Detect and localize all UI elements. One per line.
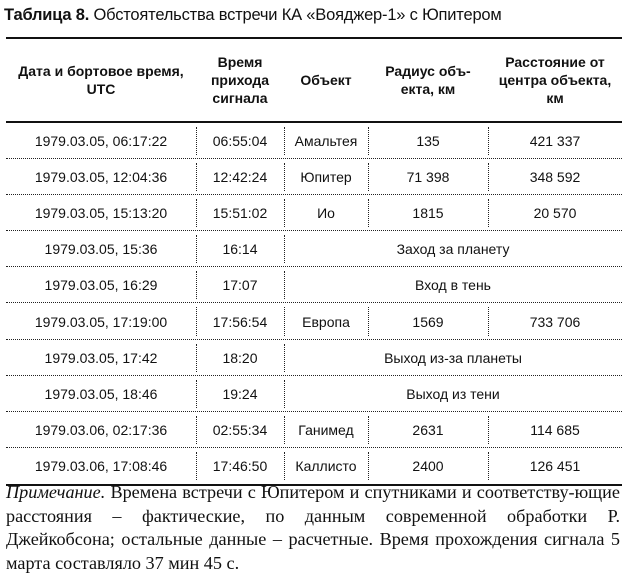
caption-label: Таблица 8.	[4, 6, 90, 24]
cell-datetime: 1979.03.05, 12:04:36	[34, 169, 168, 186]
table-caption	[4, 6, 502, 25]
cell-event: Заход за планету	[284, 231, 622, 267]
cell-signal-time: 18:20	[196, 340, 284, 376]
cell-datetime: 1979.03.05, 15:36	[44, 241, 158, 258]
cell-event: Выход из тени	[284, 376, 622, 412]
cell-radius: 2400	[368, 448, 488, 484]
table-header	[6, 37, 622, 123]
header-object: Объект	[300, 72, 352, 88]
cell-datetime: 1979.03.05, 17:42	[44, 349, 158, 366]
cell-object: Европа	[284, 303, 368, 339]
caption-text: Обстоятельства встречи КА «Вояджер-1» с Юпитером	[93, 6, 502, 24]
cell-distance: 114 685	[488, 412, 622, 448]
cell-signal-time: 02:55:34	[196, 412, 284, 448]
cell-radius: 71 398	[368, 159, 488, 195]
cell-datetime: 1979.03.05, 17:19:00	[34, 313, 168, 330]
header-distance: Расстояние от центра объекта, км	[498, 54, 612, 106]
cell-signal-time: 06:55:04	[196, 123, 284, 159]
cell-distance: 20 570	[488, 195, 622, 231]
cell-datetime: 1979.03.05, 16:29	[44, 277, 158, 294]
cell-signal-time: 15:51:02	[196, 195, 284, 231]
cell-datetime: 1979.03.06, 02:17:36	[34, 421, 168, 438]
cell-distance: 348 592	[488, 159, 622, 195]
table-row	[6, 376, 622, 412]
table-row	[6, 123, 622, 159]
header-signal-time: Время прихода сигнала	[210, 54, 270, 106]
cell-radius: 135	[368, 123, 488, 159]
cell-datetime: 1979.03.05, 06:17:22	[34, 133, 168, 150]
cell-signal-time: 19:24	[196, 376, 284, 412]
table-row	[6, 303, 622, 339]
table-row	[6, 448, 622, 484]
table-row	[6, 195, 622, 231]
table-body	[6, 123, 622, 484]
header-radius: Радиус объ-екта, км	[385, 63, 471, 97]
cell-signal-time: 16:14	[196, 231, 284, 267]
encounter-table	[6, 37, 622, 486]
cell-object: Каллисто	[284, 448, 368, 484]
table-row	[6, 159, 622, 195]
table-row	[6, 412, 622, 448]
note-label: Примечание.	[6, 482, 106, 502]
header-datetime: Дата и бортовое время, UTC	[18, 63, 184, 97]
cell-object: Ганимед	[284, 412, 368, 448]
cell-datetime: 1979.03.05, 15:13:20	[34, 205, 168, 222]
cell-object: Амальтея	[284, 123, 368, 159]
note-text: Времена встречи с Юпитером и спутниками и соответству-ющие расстояния – фактические, по данным современной обработки Р. Джейкобсона; остальные данные – расчетные. Время прохождения сигнала 5 марта составляло 37 мин 45 с.	[6, 482, 620, 573]
cell-datetime: 1979.03.06, 17:08:46	[34, 457, 168, 474]
cell-signal-time: 17:56:54	[196, 303, 284, 339]
cell-radius: 2631	[368, 412, 488, 448]
table-row	[6, 267, 622, 303]
cell-distance: 126 451	[488, 448, 622, 484]
cell-radius: 1815	[368, 195, 488, 231]
cell-signal-time: 17:46:50	[196, 448, 284, 484]
cell-distance: 421 337	[488, 123, 622, 159]
cell-event: Вход в тень	[284, 267, 622, 303]
cell-signal-time: 12:42:24	[196, 159, 284, 195]
cell-object: Ио	[284, 195, 368, 231]
cell-radius: 1569	[368, 303, 488, 339]
cell-signal-time: 17:07	[196, 267, 284, 303]
cell-event: Выход из-за планеты	[284, 340, 622, 376]
cell-datetime: 1979.03.05, 18:46	[44, 385, 158, 402]
cell-object: Юпитер	[284, 159, 368, 195]
table-note	[6, 481, 620, 575]
cell-distance: 733 706	[488, 303, 622, 339]
table-row	[6, 340, 622, 376]
table-row	[6, 231, 622, 267]
